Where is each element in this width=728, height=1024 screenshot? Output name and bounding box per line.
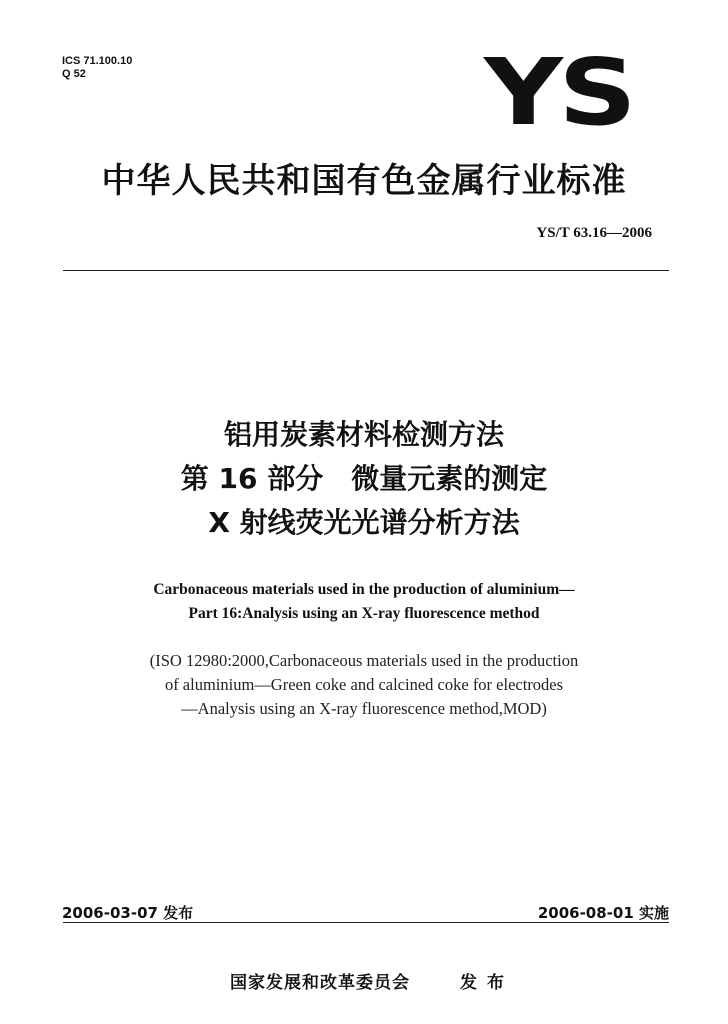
ccs-code: Q 52 (62, 68, 86, 80)
title-line-3: X 射线荧光光谱分析方法 (208, 506, 520, 539)
english-title (0, 578, 728, 626)
logo-text: YS (482, 50, 632, 130)
footer-divider (63, 922, 669, 923)
english-title-line-2: Part 16:Analysis using an X-ray fluorescence method (188, 605, 540, 622)
implementation-date: 2006-08-01 实施 (537, 904, 669, 922)
english-title-line-1: Carbonaceous materials used in the production of aluminium— (153, 581, 575, 598)
iso-reference-line-3: —Analysis using an X-ray fluorescence method,MOD) (181, 699, 547, 718)
title-line-1: 铝用炭素材料检测方法 (223, 418, 504, 451)
title-line-2: 第 16 部分 微量元素的测定 (180, 462, 548, 495)
header-divider (63, 270, 669, 271)
organization-title: 中华人民共和国有色金属行业标准 (101, 161, 627, 201)
ys-logo (482, 50, 634, 130)
publisher: 国家发展和改革委员会 (230, 973, 410, 993)
classification-codes (62, 55, 132, 81)
chinese-title (0, 413, 728, 545)
publish-label: 发布 (460, 973, 514, 993)
iso-reference (0, 649, 728, 721)
iso-reference-line-1: (ISO 12980:2000,Carbonaceous materials used in the production (149, 651, 579, 670)
issue-date: 2006-03-07 发布 (62, 904, 194, 922)
iso-reference-line-2: of aluminium—Green coke and calcined coke for electrodes (164, 675, 564, 694)
standard-number: YS/T 63.16—2006 (536, 225, 652, 241)
ics-code: ICS 71.100.10 (62, 55, 133, 67)
